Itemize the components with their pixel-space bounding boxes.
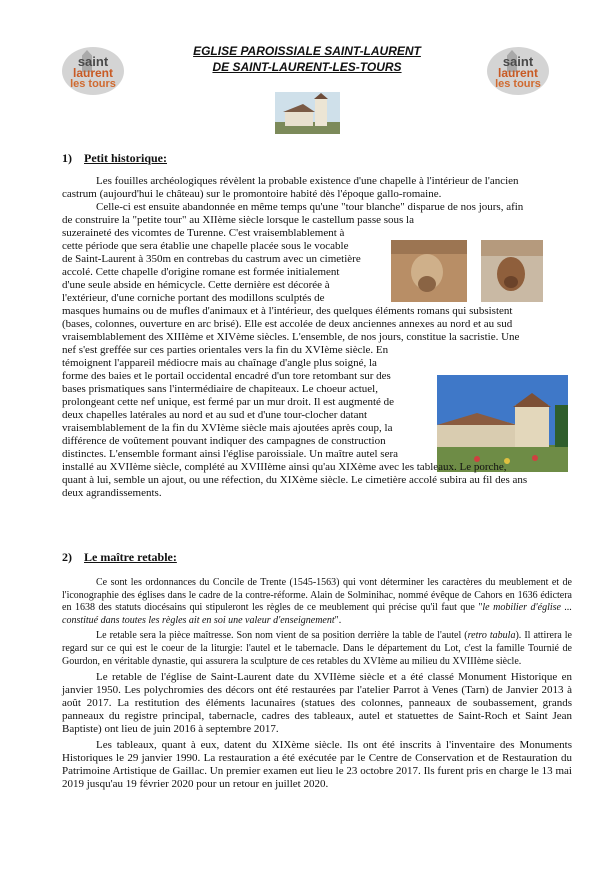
section1-text-end: installé au XVIIème siècle, complété au XVIIIème ainsi qu'au XIXème avec les tableaux. Le porche, quant à lui, semble un ajout, ou une réfection, du XIXème siècle. Le cimetière accolé subira au fil des ans deux agrandissements.	[62, 461, 528, 499]
paragraph-3: Le retable de l'église de Saint-Laurent date du XVIIème siècle et a été classé Monument Historique en janvier 1950. Les polychromies des décors ont été restaurées par l'atelier Parrot à Venes (Tarn) de Janvier 2013 à août 2017. La restitution des éléments lacunaires (statues des colonnes, panneaux de soubassement, grands panneaux du registre principal, tabernacle, cadres des tableaux, autel et statuettes de Saint-Roch et Saint Jean Baptiste) ont lieu de juin 2016 à septembre 2017.	[62, 671, 572, 736]
section2-text	[62, 577, 572, 791]
paragraph-4: Les tableaux, quant à eux, datent du XIXème siècle. Ils ont été inscrits à l'inventaire des Monuments Historiques le 29 janvier 1990. La restauration a été exécutée par le Centre de Conservation et de Restauration du Patrimoine Artistique de Gaillac. Un premier examen eut lieu le 23 octobre 2017. Ils furent pris en charge le 13 mai 2019 jusqu'au 19 février 2020 pour un retour en juillet 2020.	[62, 739, 572, 791]
paragraph-2: Le retable sera la pièce maîtresse. Son nom vient de sa position derrière la table de l'autel (retro tabula). Il attirera le regard sur ce qui est le coeur de la liturgie: l'autel et le tabernacle. Dans le département du Lot, c'est la famille Tournié de Gourdon, en véritable dynastie, qui assurera la sculpture de ces retables du XVIème au milieu du XVIIIème siècle.	[62, 630, 572, 667]
section1-text-full: masques humains ou de mufles d'animaux et à l'intérieur, des quelques éléments romans qui subsistent (bases, colonnes, ouverture en arc brisé). Elle est accolée de deux anciennes annexes au nord et au sud vraisemblablement des XIIIème et XIVème siècles. L'ensemble, de nos jours, constitue la sacristie. Une nef s'est greffée sur ces parties orientales vers la fin du XVIème siècle. En	[62, 305, 520, 356]
modillon-photo-1	[391, 240, 467, 302]
section-heading-1: 1) Petit historique:	[62, 151, 167, 165]
page-title: EGLISE PAROISSIALE SAINT-LAURENT DE SAINT-LAURENT-LES-TOURS	[193, 44, 421, 74]
church-photo-small	[275, 92, 340, 134]
logo-left: saint laurent les tours	[62, 47, 124, 95]
section-heading-2: 2) Le maître retable:	[62, 550, 177, 564]
logo-right: saint laurent les tours	[487, 47, 549, 95]
section1-text-narrow: suzeraineté des vicomtes de Turenne. C'est vraisemblablement à cette période que sera établie une chapelle placée sous le vocable de Saint-Laurent à 350m en contrebas du castrum avec un cimetière accolé. Cette chapelle d'origine romane est formée initialement d'une seule abside en hémicycle. Cette dernière est décorée à l'extérieur, d'une corniche portant des modillons sculptés de	[62, 227, 361, 304]
section1-text-narrow2: témoignent l'appareil médiocre mais au chaînage d'angle plus soigné, la forme des baies et le portail occidental encadré d'un tore retombant sur des bases prismatiques sans l'intermédiaire de chapiteaux. Le choeur actuel, prolongeant cette nef unique, est fermé par un mur droit. Il est augmenté de deux chapelles latérales au nord et au sud et d'une tour-clocher datant vraisemblablement de la fin du XVIème siècle mais ajoutées après coup, la différence de voûtement pouvant indiquer des campagnes de construction distinctes. L'ensemble formant ainsi l'église paroissiale. Un maître autel sera	[62, 357, 398, 460]
church-photo	[437, 375, 568, 472]
modillon-photo-2	[481, 240, 543, 302]
paragraph-1: Ce sont les ordonnances du Concile de Trente (1545-1563) qui vont déterminer les caractères du meublement et de l'iconographie des églises dans le cadre de la contre-réforme. Alain de Solminihac, nommé évêque de Cahors en 1636 édictera en 1638 des statuts diocésains qui stipuleront les règles de ce meublement qui précise qu'il faut que "le mobilier d'église ... constitué dans toutes les règles ait en soi une valeur d'enseignement".	[62, 577, 572, 626]
section1-text-top: Les fouilles archéologiques révèlent la probable existence d'une chapelle à l'intérieur de l'ancien castrum (aujourd'hui le château) sur le promontoire habité dès l'époque gallo-romaine. Celle-ci est ensuite abandonnée en même temps qu'une "tour blanche" disparue de nos jours, afin de construire la "petite tour" au XIIème siècle lorsque le castellum passe sous la	[62, 175, 524, 226]
